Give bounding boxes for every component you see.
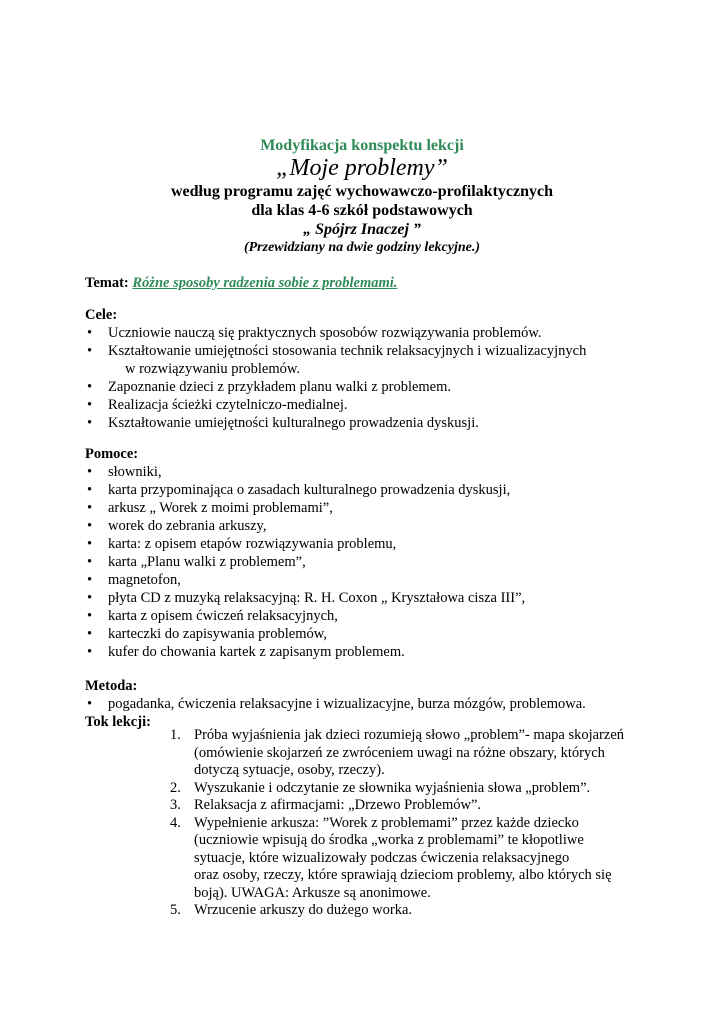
- topic-label: Temat:: [85, 275, 129, 291]
- document-header: [0, 137, 724, 256]
- aids-section: [85, 445, 645, 661]
- method-section: [85, 677, 645, 731]
- list-item: • magnetofon,: [85, 571, 645, 589]
- duration-note: (Przewidziany na dwie godziny lekcyjne.): [243, 240, 481, 255]
- list-item: • Uczniowie nauczą się praktycznych sposobów rozwiązywania problemów.: [85, 324, 645, 342]
- list-item: • Kształtowanie umiejętności stosowania technik relaksacyjnych i wizualizacyjnych w rozwiązywaniu problemów.: [85, 342, 645, 378]
- list-item: • karta: z opisem etapów rozwiązywania problemu,: [85, 535, 645, 553]
- list-item: • pogadanka, ćwiczenia relaksacyjne i wizualizacyjne, burza mózgów, problemowa.: [85, 695, 645, 713]
- list-item: • kufer do chowania kartek z zapisanym problemem.: [85, 643, 645, 661]
- program-line-2: dla klas 4-6 szkół podstawowych: [251, 202, 473, 219]
- list-item: • Realizacja ścieżki czytelniczo-medialnej.: [85, 396, 645, 414]
- goals-list: [85, 324, 645, 432]
- list-item: • Kształtowanie umiejętności kulturalnego prowadzenia dyskusji.: [85, 414, 645, 432]
- program-name: „ Spójrz Inaczej ”: [303, 221, 421, 238]
- list-item: • płyta CD z muzyką relaksacyjną: R. H. Coxon „ Kryształowa cisza III”,: [85, 589, 645, 607]
- list-item: • arkusz „ Worek z moimi problemami”,: [85, 499, 645, 517]
- list-item: • słowniki,: [85, 463, 645, 481]
- main-title: „Moje problemy”: [276, 155, 448, 181]
- list-item: 4. Wypełnienie arkusza: ”Worek z problemami” przez każde dziecko (uczniowie wpisują do środka „worka z problemami” te kłopotliwe sytuacje, które wizualizowały podczas ćwiczenia relaksacyjnego oraz osoby, rzeczy, które sprawiają dzieciom problemy, albo których się boją). UWAGA: Arkusze są anonimowe.: [170, 814, 612, 901]
- list-item: 5. Wrzucenie arkuszy do dużego worka.: [170, 902, 413, 918]
- aids-label: Pomoce:: [85, 446, 139, 462]
- method-list: [85, 695, 645, 713]
- topic-line: [85, 274, 645, 292]
- list-item: • worek do zebrania arkuszy,: [85, 517, 645, 535]
- list-item: 2. Wyszukanie i odczytanie ze słownika wyjaśnienia słowa „problem”.: [170, 779, 591, 796]
- list-item: • Zapoznanie dzieci z przykładem planu walki z problemem.: [85, 378, 645, 396]
- list-item: • karta „Planu walki z problemem”,: [85, 553, 645, 571]
- goals-section: [85, 306, 645, 432]
- list-item: • karteczki do zapisywania problemów,: [85, 625, 645, 643]
- lesson-steps-list: [170, 727, 640, 920]
- list-item: 1. Próba wyjaśnienia jak dzieci rozumieją słowo „problem”- mapa skojarzeń (omówienie skojarzeń ze zwróceniem uwagi na różne obszary, których dotyczą sytuacje, osoby, rzeczy).: [170, 727, 625, 778]
- method-label: Metoda:: [85, 678, 138, 694]
- lesson-flow-label: Tok lekcji:: [85, 714, 151, 730]
- goals-label: Cele:: [85, 307, 118, 323]
- list-item: 3. Relaksacja z afirmacjami: „Drzewo Problemów”.: [170, 797, 482, 813]
- aids-list: [85, 463, 645, 661]
- list-item: • karta przypominająca o zasadach kulturalnego prowadzenia dyskusji,: [85, 481, 645, 499]
- list-item: • karta z opisem ćwiczeń relaksacyjnych,: [85, 607, 645, 625]
- topic-value: Różne sposoby radzenia sobie z problemami.: [132, 275, 398, 291]
- program-line-1: według programu zajęć wychowawczo-profilaktycznych: [170, 183, 554, 200]
- modification-title: Modyfikacja konspektu lekcji: [260, 137, 464, 154]
